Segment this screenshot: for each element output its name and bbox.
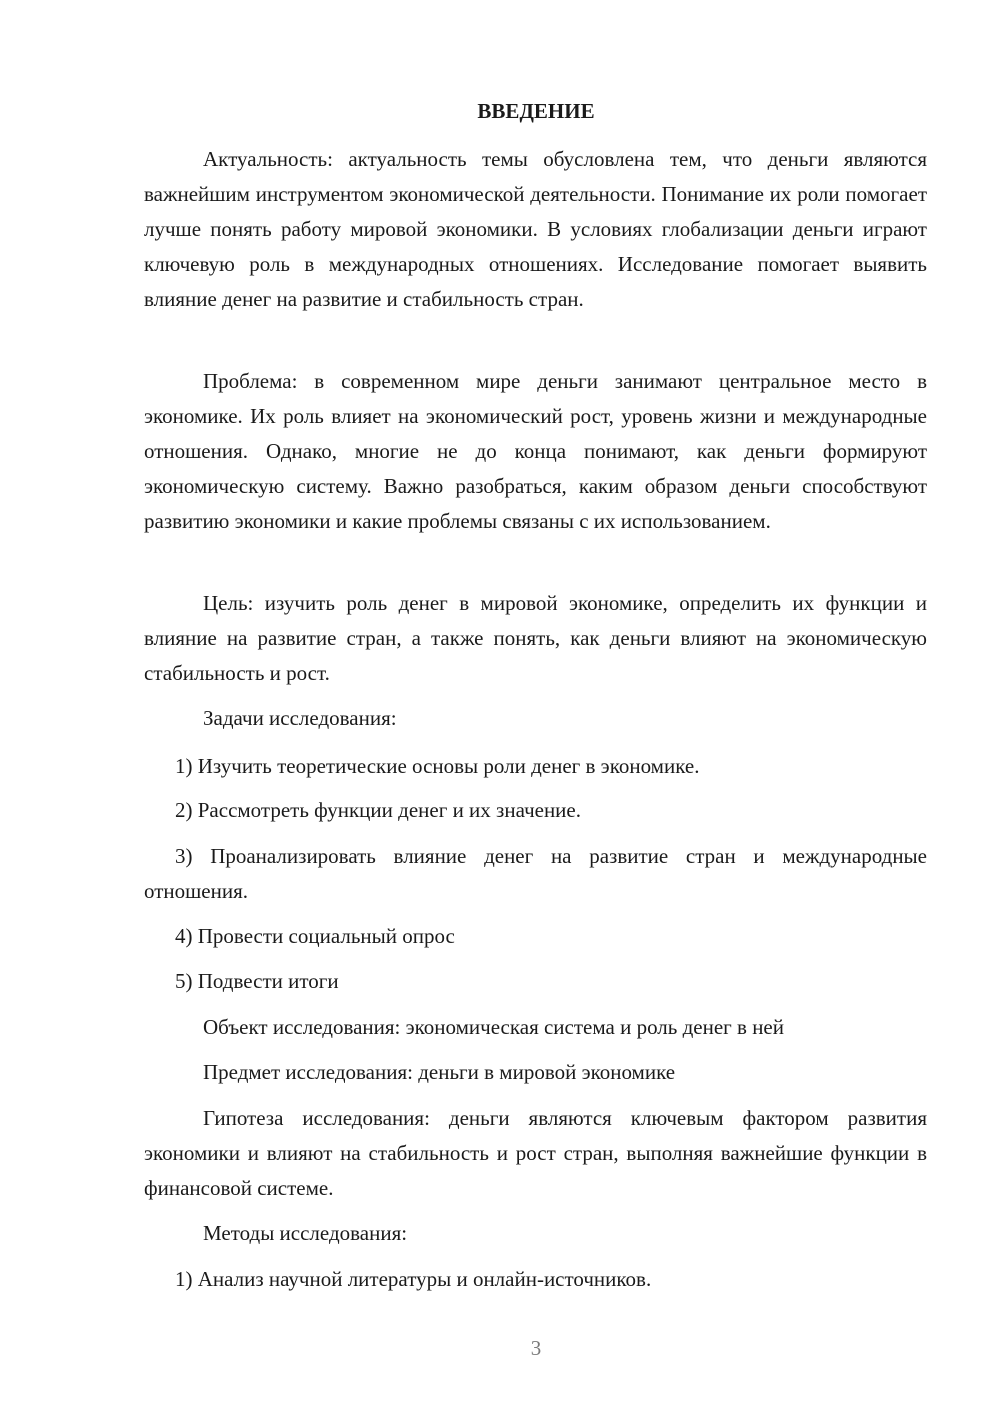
problem-paragraph: Проблема: в современном мире деньги занимают центральное место в экономике. Их роль влияет на экономический рост, уровень жизни и международные отношения. Однако, многие не до конца понимают, как деньги формируют экономическую систему. Важно разобраться, каким образом деньги способствуют развитию экономики и какие проблемы связаны с их использованием. bbox=[144, 369, 927, 533]
task-item: 2) Рассмотреть функции денег и их значение. bbox=[175, 798, 581, 822]
object-paragraph: Объект исследования: экономическая система и роль денег в ней bbox=[203, 1015, 784, 1039]
task-item: 5) Подвести итоги bbox=[175, 969, 339, 993]
subject-paragraph: Предмет исследования: деньги в мировой экономике bbox=[203, 1060, 676, 1084]
task-item: 3) Проанализировать влияние денег на развитие стран и международные отношения. bbox=[144, 844, 927, 903]
tasks-heading: Задачи исследования: bbox=[203, 706, 397, 730]
hypothesis-paragraph: Гипотеза исследования: деньги являются ключевым фактором развития экономики и влияют на стабильность и рост стран, выполняя важнейшие функции в финансовой системе. bbox=[144, 1106, 927, 1200]
page-number: 3 bbox=[530, 1336, 542, 1360]
task-item: 1) Изучить теоретические основы роли денег в экономике. bbox=[175, 754, 700, 778]
task-item: 4) Провести социальный опрос bbox=[175, 924, 455, 948]
relevance-paragraph: Актуальность: актуальность темы обусловлена тем, что деньги являются важнейшим инструментом экономической деятельности. Понимание их роли помогает лучше понять работу мировой экономики. В условиях глобализации деньги играют ключевую роль в международных отношениях. Исследование помогает выявить влияние денег на развитие и стабильность стран. bbox=[144, 147, 927, 311]
section-heading: ВВЕДЕНИЕ bbox=[477, 99, 595, 123]
goal-paragraph: Цель: изучить роль денег в мировой экономике, определить их функции и влияние на развитие стран, а также понять, как деньги влияют на экономическую стабильность и рост. bbox=[144, 591, 927, 685]
methods-heading: Методы исследования: bbox=[203, 1221, 408, 1245]
method-item: 1) Анализ научной литературы и онлайн-источников. bbox=[175, 1267, 652, 1291]
